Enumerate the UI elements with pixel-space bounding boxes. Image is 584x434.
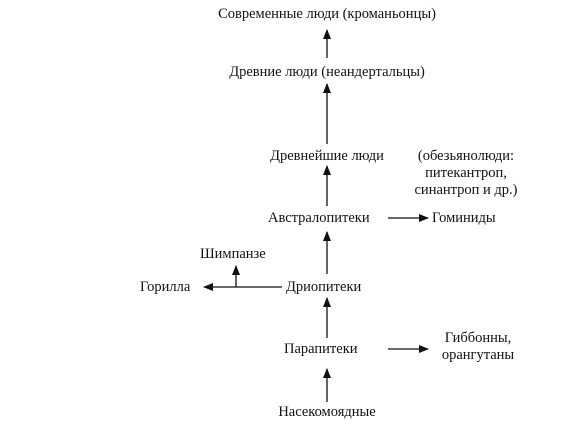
node-modern-humans: Современные люди (кроманьонцы) bbox=[218, 6, 436, 22]
node-ancient-humans: Древние люди (неандертальцы) bbox=[229, 64, 425, 80]
node-oldest-humans-note: (обезьянолюди: питекантроп, синантроп и др.) bbox=[414, 148, 518, 198]
node-gibbons-orangutans: Гиббонны, орангутаны bbox=[441, 330, 515, 363]
node-hominids: Гоминиды bbox=[432, 210, 496, 226]
node-oldest-humans: Древнейшие люди bbox=[270, 148, 384, 164]
node-parapithecus: Парапитеки bbox=[284, 341, 358, 357]
node-australopithecus: Австралопитеки bbox=[268, 210, 370, 226]
node-chimpanzee: Шимпанзе bbox=[200, 246, 266, 262]
node-gorilla: Горилла bbox=[140, 279, 191, 295]
node-insectivores: Насекомоядные bbox=[278, 404, 376, 420]
node-dryopithecus: Дриопитеки bbox=[286, 279, 362, 295]
